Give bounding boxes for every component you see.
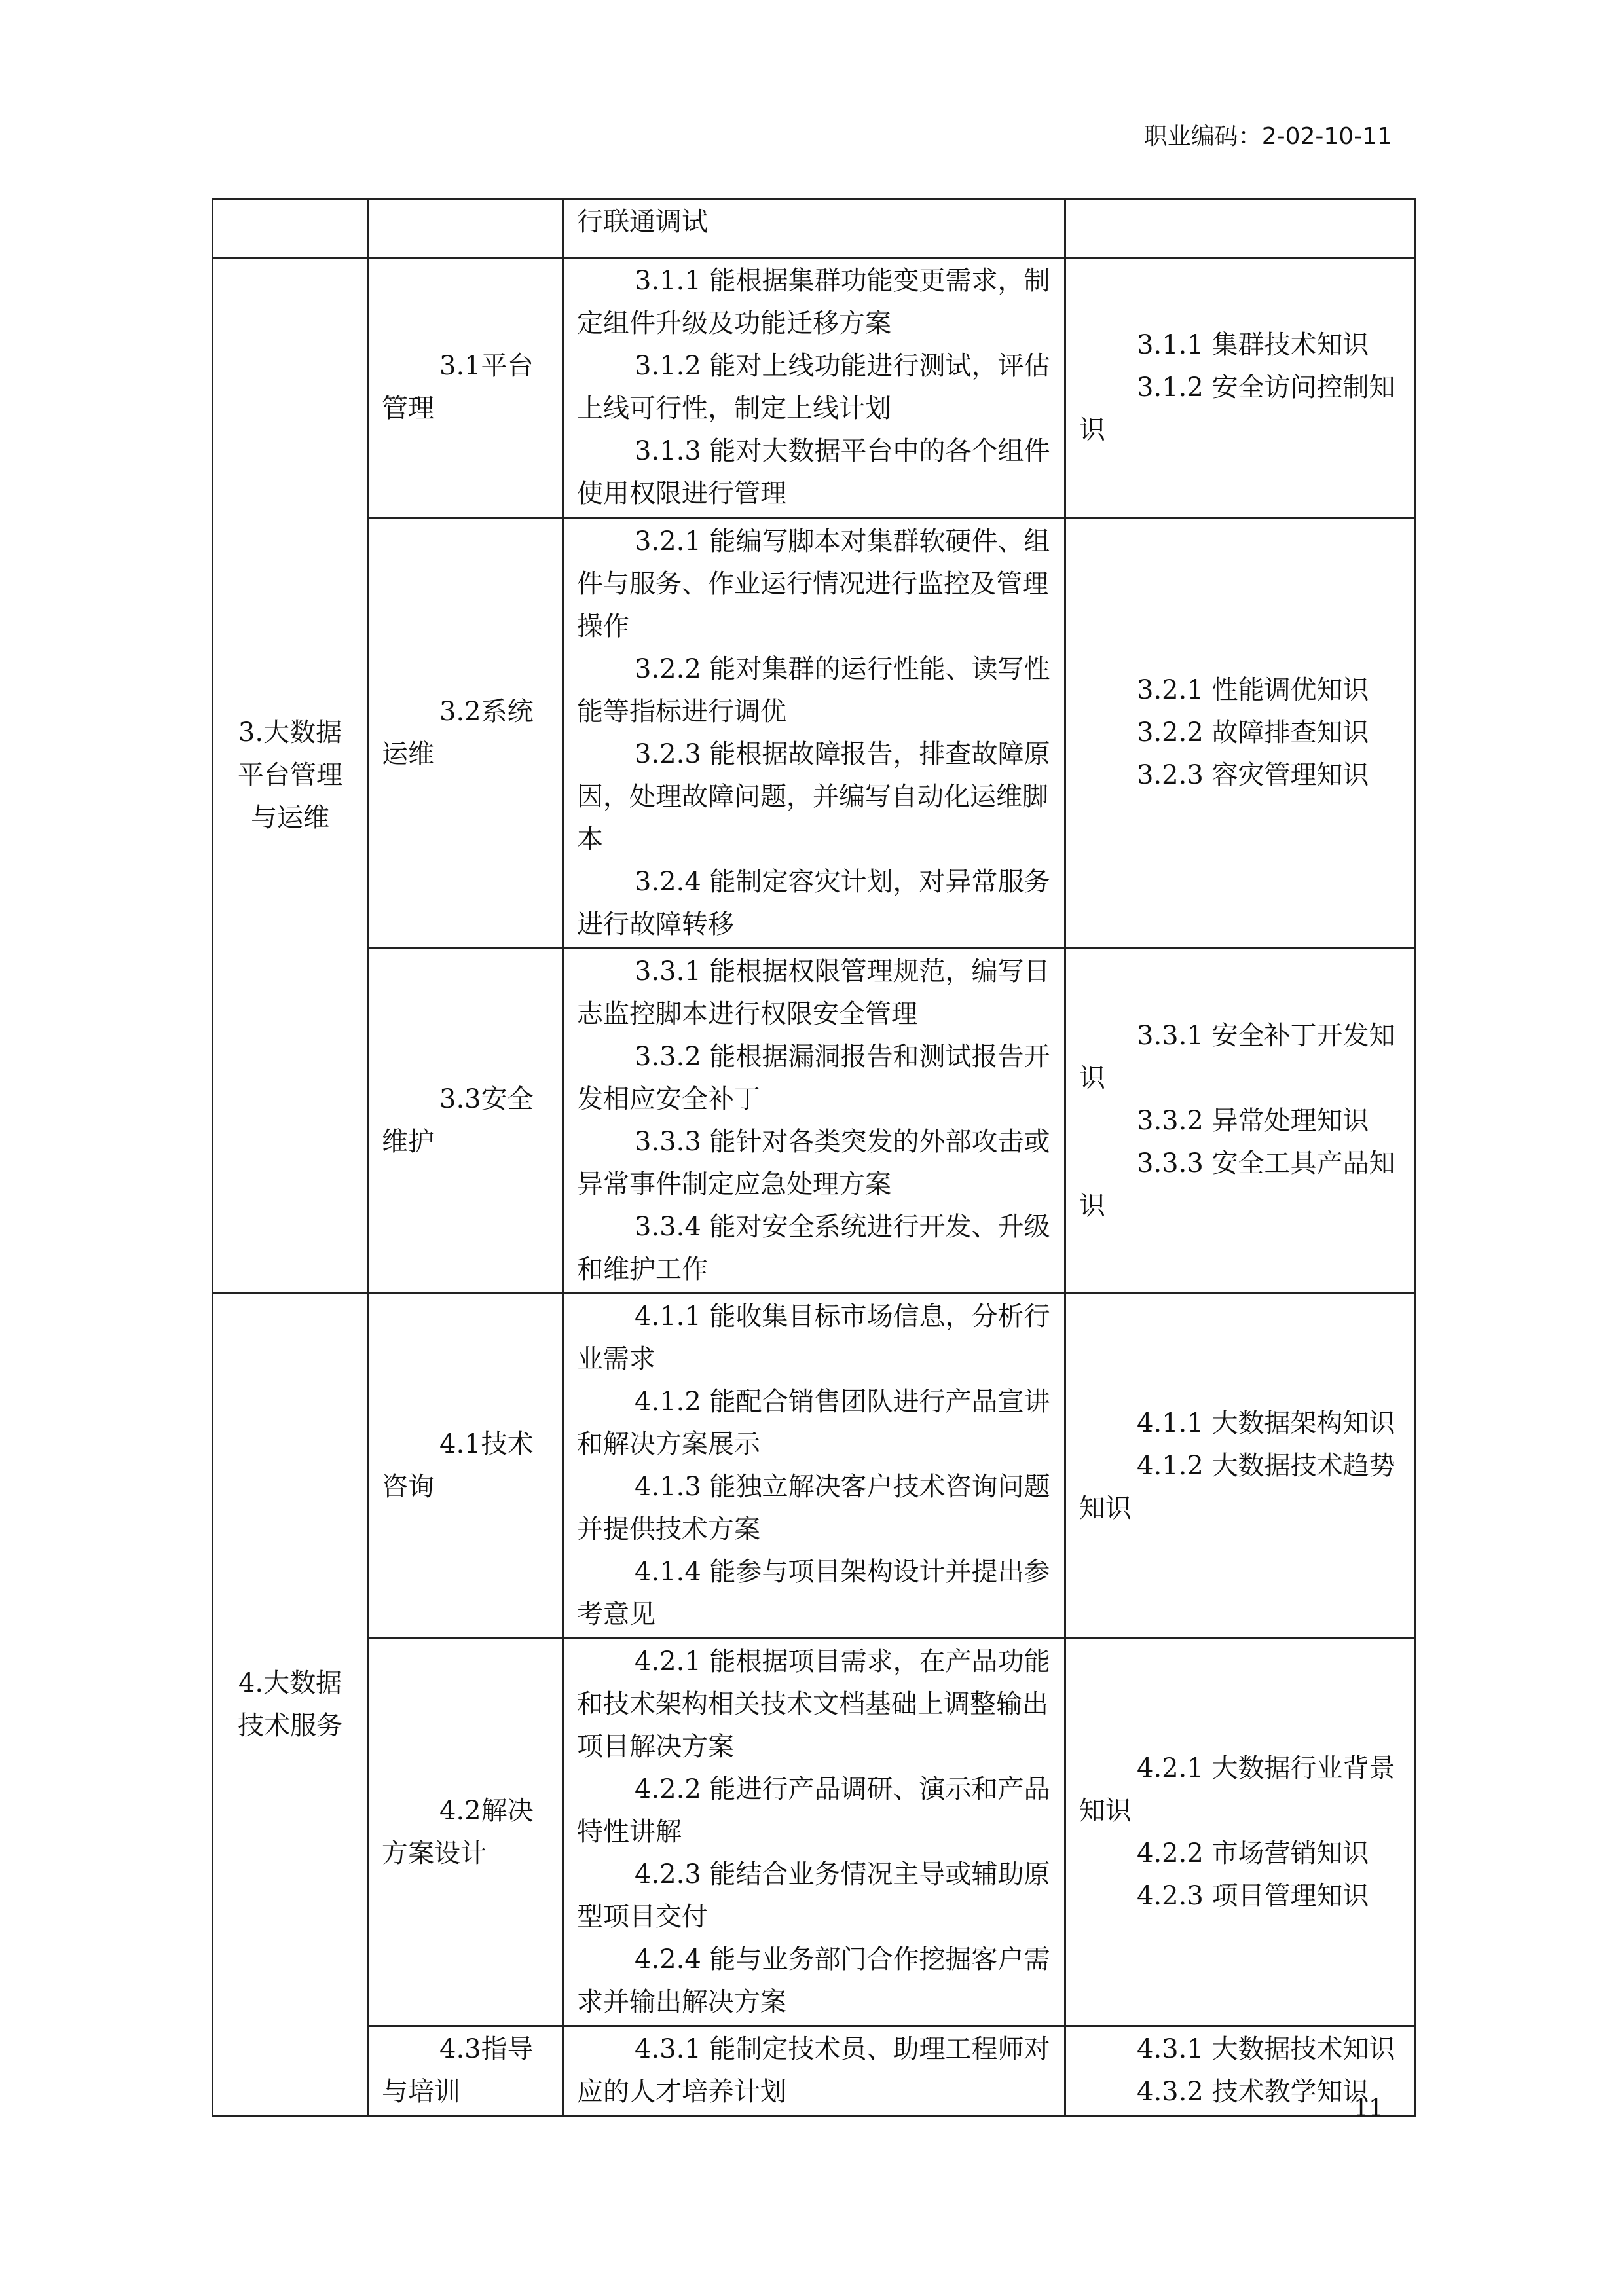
skill-item: 3.3.3 能针对各类突发的外部攻击或异常事件制定应急处理方案 [577, 1127, 1050, 1199]
module-cell [213, 1294, 368, 2116]
module-title-line: 4.大数据 [238, 1667, 342, 1698]
module-cell [213, 199, 368, 258]
knowledge-item: 3.2.1 性能调优知识 [1137, 675, 1369, 705]
skill-item: 4.2.1 能根据项目需求，在产品功能和技术架构相关技术文档基础上调整输出项目解决方案 [577, 1647, 1050, 1762]
table-row [213, 518, 1415, 949]
knowledge-cell [1065, 518, 1415, 949]
knowledge-item: 4.2.3 项目管理知识 [1137, 1880, 1369, 1911]
skill-item: 4.2.3 能结合业务情况主导或辅助原型项目交付 [577, 1859, 1050, 1932]
unit-name: 4.3指导与培训 [382, 2034, 534, 2107]
knowledge-item: 4.2.2 市场营销知识 [1137, 1838, 1369, 1868]
skill-item: 4.2.2 能进行产品调研、演示和产品特性讲解 [577, 1774, 1050, 1847]
knowledge-cell [1065, 199, 1415, 258]
skill-cell [563, 518, 1065, 949]
knowledge-item: 4.3.1 大数据技术知识 [1137, 2034, 1395, 2064]
skill-cell [563, 949, 1065, 1294]
skill-cell [563, 1639, 1065, 2026]
unit-name: 4.2解决方案设计 [382, 1795, 534, 1868]
skill-item: 3.1.1 能根据集群功能变更需求，制定组件升级及功能迁移方案 [577, 266, 1050, 338]
skill-item: 4.1.1 能收集目标市场信息，分析行业需求 [577, 1302, 1050, 1374]
knowledge-item: 4.3.2 技术教学知识 [1137, 2077, 1369, 2107]
skill-cell [563, 199, 1065, 258]
skill-item: 3.2.2 能对集群的运行性能、读写性能等指标进行调优 [577, 653, 1050, 727]
knowledge-cell [1065, 1639, 1415, 2026]
skill-item: 3.2.3 能根据故障报告，排查故障原因，处理故障问题，并编写自动化运维脚本 [577, 738, 1050, 854]
module-title-line: 技术服务 [238, 1710, 342, 1741]
unit-name: 3.2系统运维 [382, 696, 534, 769]
knowledge-item: 3.2.3 容灾管理知识 [1137, 760, 1369, 790]
table-row [213, 1294, 1415, 1639]
skill-item: 4.3.1 能制定技术员、助理工程师对应的人才培养计划 [577, 2034, 1050, 2107]
skill-item: 4.2.4 能与业务部门合作挖掘客户需求并输出解决方案 [577, 1944, 1050, 2017]
knowledge-cell [1065, 1294, 1415, 1639]
skill-item: 3.3.2 能根据漏洞报告和测试报告开发相应安全补丁 [577, 1042, 1050, 1114]
skill-item: 3.1.3 能对大数据平台中的各个组件使用权限进行管理 [577, 436, 1050, 509]
page-number: 11 [1354, 2095, 1384, 2122]
skill-item: 3.3.1 能根据权限管理规范，编写日志监控脚本进行权限安全管理 [577, 957, 1050, 1029]
knowledge-item: 3.2.2 故障排查知识 [1137, 718, 1369, 748]
table-row [213, 199, 1415, 258]
table-row [213, 258, 1415, 518]
skill-item: 3.3.4 能对安全系统进行开发、升级和维护工作 [577, 1212, 1050, 1285]
occupation-code: 职业编码：2-02-10-11 [1143, 123, 1392, 150]
knowledge-item: 3.3.3 安全工具产品知识 [1079, 1148, 1395, 1221]
unit-name: 3.3安全维护 [382, 1084, 534, 1157]
skill-cell [563, 1294, 1065, 1639]
unit-name: 3.1平台管理 [382, 351, 534, 424]
knowledge-item: 4.1.2 大数据技术趋势知识 [1079, 1450, 1395, 1523]
module-title-line: 平台管理 [238, 760, 342, 790]
knowledge-cell [1065, 949, 1415, 1294]
table-row [213, 2026, 1415, 2116]
unit-cell [368, 258, 563, 518]
skill-item: 3.2.1 能编写脚本对集群软硬件、组件与服务、作业运行情况进行监控及管理操作 [577, 526, 1050, 642]
unit-cell [368, 1294, 563, 1639]
module-title-line: 3.大数据 [238, 718, 342, 748]
unit-cell [368, 518, 563, 949]
skill-item: 4.1.2 能配合销售团队进行产品宣讲和解决方案展示 [577, 1387, 1050, 1459]
table-row [213, 1639, 1415, 2026]
unit-cell [368, 1639, 563, 2026]
skill-requirements-table [212, 198, 1416, 2117]
skill-cell [563, 2026, 1065, 2116]
unit-name: 4.1技术咨询 [382, 1429, 534, 1502]
knowledge-item: 4.1.1 大数据架构知识 [1137, 1408, 1395, 1438]
table-row [213, 949, 1415, 1294]
unit-cell [368, 2026, 563, 2116]
knowledge-item: 3.1.2 安全访问控制知识 [1079, 372, 1395, 445]
unit-cell [368, 199, 563, 258]
skill-item: 3.1.2 能对上线功能进行测试，评估上线可行性，制定上线计划 [577, 351, 1050, 424]
knowledge-item: 4.2.1 大数据行业背景知识 [1079, 1753, 1395, 1826]
skill-cell [563, 258, 1065, 518]
module-title-line: 与运维 [251, 803, 329, 833]
knowledge-item: 3.3.1 安全补丁开发知识 [1079, 1020, 1395, 1093]
unit-cell [368, 949, 563, 1294]
skill-item: 4.1.4 能参与项目架构设计并提出参考意见 [577, 1557, 1050, 1630]
knowledge-cell [1065, 258, 1415, 518]
skill-item: 4.1.3 能独立解决客户技术咨询问题并提供技术方案 [577, 1472, 1050, 1544]
knowledge-item: 3.3.2 异常处理知识 [1137, 1105, 1369, 1136]
skill-item: 行联通调试 [577, 207, 708, 237]
knowledge-item: 3.1.1 集群技术知识 [1137, 329, 1369, 360]
module-cell [213, 258, 368, 1294]
skill-item: 3.2.4 能制定容灾计划，对异常服务进行故障转移 [577, 866, 1050, 939]
